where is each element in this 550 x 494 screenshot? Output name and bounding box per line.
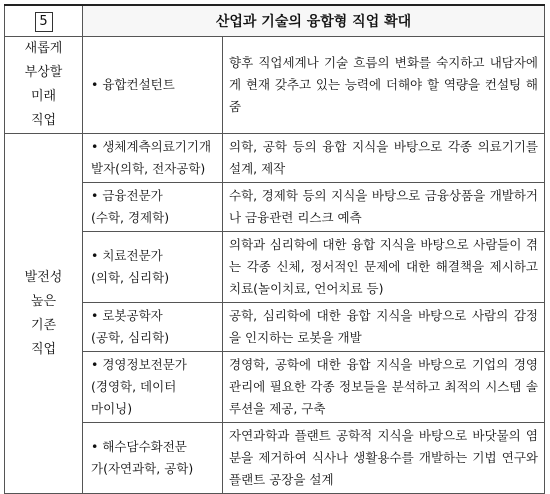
table-header-row xyxy=(5,5,545,37)
job-line: 발자(의학, 전자공학) xyxy=(91,161,206,176)
table-row xyxy=(5,352,545,423)
category-line: 기존 xyxy=(30,317,57,333)
section-number-cell xyxy=(5,5,83,37)
job-description: 자연과학과 플랜트 공학적 지식을 바탕으로 바닷물의 염분을 제거하여 식사나 생활용수를 개발하는 기법 연구와 플랜트 공장을 설계 xyxy=(223,423,545,494)
table-row xyxy=(5,303,545,352)
category-existing-jobs xyxy=(5,134,83,494)
job-name-cell xyxy=(83,303,223,352)
job-name-cell xyxy=(83,423,223,494)
job-description: 공학, 심리학에 대한 융합 지식을 바탕으로 사람의 감정을 인지하는 로봇을 개발 xyxy=(223,303,545,352)
category-line: 미래 xyxy=(30,89,57,104)
table-row xyxy=(5,423,545,494)
category-line: 새롭게 xyxy=(24,41,63,56)
job-line: • 융합컨설턴트 xyxy=(91,77,175,92)
table-row xyxy=(5,134,545,183)
job-name-cell xyxy=(83,134,223,183)
category-line: 발전성 xyxy=(24,269,63,285)
job-line: • 금융전문가 xyxy=(91,188,163,203)
job-line: • 로봇공학자 xyxy=(91,308,163,323)
job-table xyxy=(4,4,545,494)
job-description: 의학과 심리학에 대한 융합 지식을 바탕으로 사람들이 겪는 각종 신체, 정서적인 문제에 대한 해결책을 제시하고 치료(놀이치료, 언어치료 등) xyxy=(223,232,545,303)
table-row xyxy=(5,232,545,303)
section-number: 5 xyxy=(35,12,53,32)
category-line: 부상할 xyxy=(24,65,63,80)
job-line: 가(자연과학, 공학) xyxy=(91,461,194,476)
job-line: (의학, 심리학) xyxy=(91,270,170,285)
job-line: • 치료전문가 xyxy=(91,248,163,263)
job-description: 수학, 경제학 등의 지식을 바탕으로 금융상품을 개발하거나 금융관련 리스크 예측 xyxy=(223,183,545,232)
job-name-cell xyxy=(83,352,223,423)
table-row xyxy=(5,37,545,134)
job-line: • 경영정보전문가 xyxy=(91,357,187,372)
job-line: 마이닝) xyxy=(91,401,133,416)
job-description: 의학, 공학 등의 융합 지식을 바탕으로 각종 의료기기를 설계, 제작 xyxy=(223,134,545,183)
category-line: 높은 xyxy=(30,293,57,309)
job-description: 경영학, 공학에 대한 융합 지식을 바탕으로 기업의 경영관리에 필요한 각종 정보들을 분석하고 최적의 시스템 솔루션을 제공, 구축 xyxy=(223,352,545,423)
job-description: 향후 직업세계나 기술 흐름의 변화를 숙지하고 내담자에게 현재 갖추고 있는 능력에 더해야 할 역량을 컨설팅 해줌 xyxy=(223,37,545,134)
table-title: 산업과 기술의 융합형 직업 확대 xyxy=(83,5,545,37)
job-line: (수학, 경제학) xyxy=(91,210,170,225)
job-name-cell xyxy=(83,183,223,232)
table-row xyxy=(5,183,545,232)
document xyxy=(4,4,544,487)
job-line: (경영학, 데이터 xyxy=(91,379,177,394)
job-line: • 생체계측의료기기개 xyxy=(91,139,212,154)
job-name-cell xyxy=(83,37,223,134)
job-name-cell xyxy=(83,232,223,303)
category-line: 직업 xyxy=(30,113,57,128)
category-new-jobs xyxy=(5,37,83,134)
job-line: (공학, 심리학) xyxy=(91,330,170,345)
category-line: 직업 xyxy=(30,341,57,357)
job-line: • 해수담수화전문 xyxy=(91,439,187,454)
